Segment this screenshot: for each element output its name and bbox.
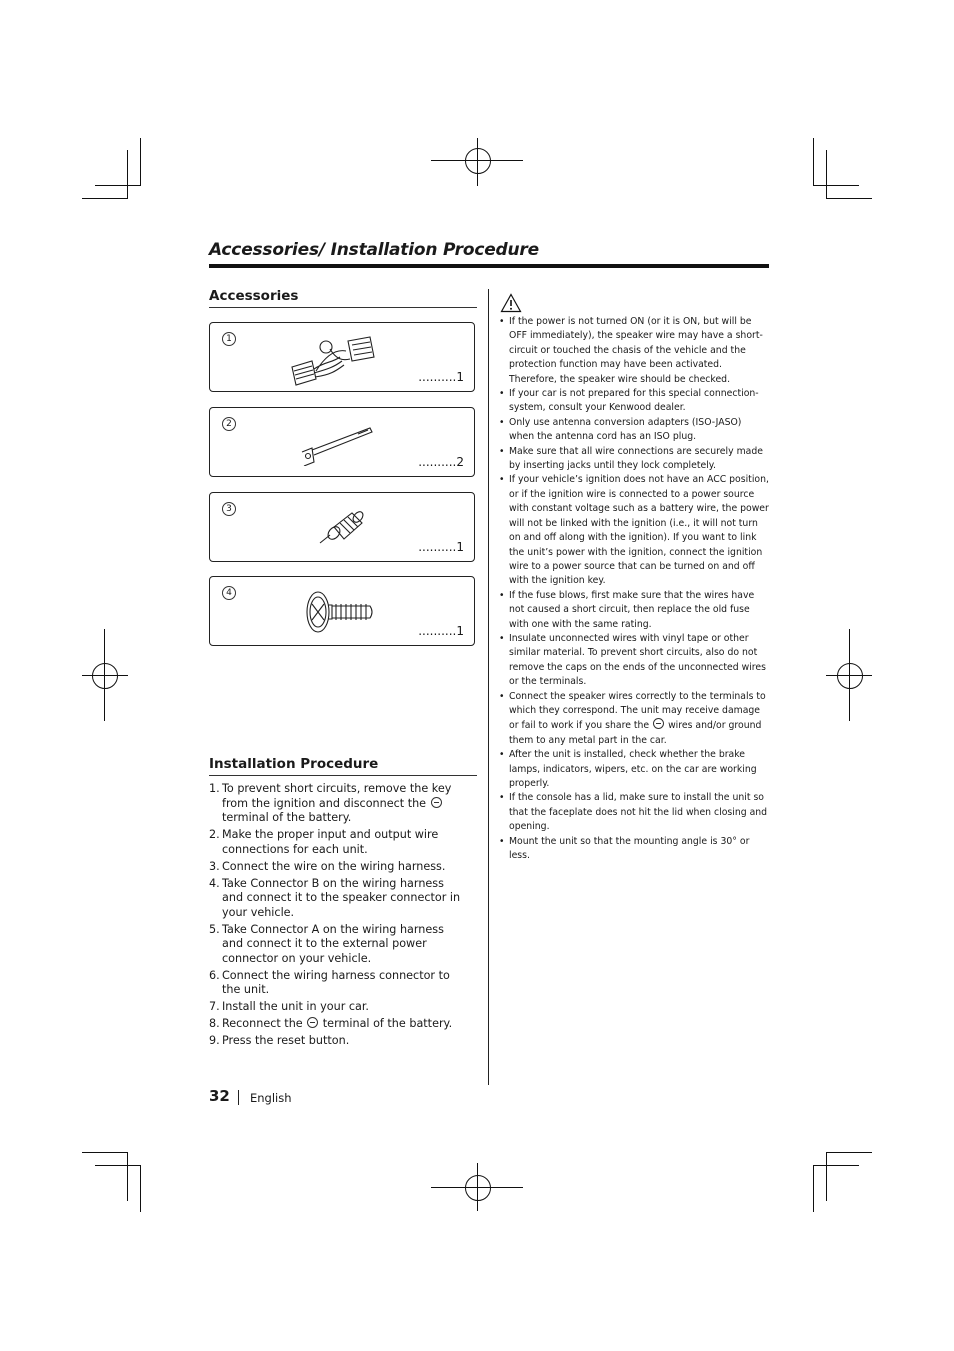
- warning-triangle-icon: [500, 293, 522, 313]
- removal-key-icon: [298, 422, 378, 466]
- crop-mark: [826, 1152, 827, 1201]
- list-item: [209, 969, 465, 998]
- list-item: • Make sure that all wire connections are securely made by inserting jacks until they lock completely.: [499, 445, 769, 474]
- crop-mark: [140, 138, 141, 186]
- wiring-harness-icon: [286, 327, 386, 389]
- crop-mark: [104, 629, 105, 721]
- caution-text: wires and/or ground them to any metal part in the car.: [509, 720, 762, 746]
- screw-icon: [304, 587, 380, 637]
- section-rule: [209, 307, 477, 308]
- crop-mark: [95, 185, 141, 186]
- crop-mark: [127, 1152, 128, 1201]
- accessory-item: [209, 407, 475, 477]
- accessory-item: [209, 492, 475, 562]
- list-item: [209, 782, 465, 826]
- crop-mark: [849, 629, 850, 721]
- step-text: Connect the wiring harness connector to the unit.: [222, 968, 450, 996]
- list-item: • Insulate unconnected wires with vinyl tape or other similar material. To prevent short circuits, also do not remove the caps on the ends of the unconnected wires or the terminals.: [499, 632, 769, 690]
- list-item: [209, 923, 465, 967]
- accessory-item: [209, 576, 475, 646]
- section-rule: [209, 775, 477, 776]
- step-number: 2.: [209, 828, 220, 841]
- item-number: 2: [222, 417, 236, 431]
- crop-mark: [127, 150, 128, 199]
- item-quantity: ..........1: [418, 370, 464, 384]
- step-text: terminal of the battery.: [222, 811, 352, 824]
- step-number: 1.: [209, 782, 220, 795]
- column-divider: [488, 289, 489, 1085]
- crop-mark: [82, 198, 128, 199]
- footer-separator: [238, 1090, 239, 1105]
- step-text: Make the proper input and output wire connections for each unit.: [222, 828, 439, 856]
- list-item: • If your vehicle’s ignition does not have an ACC position, or if the ignition wire is connected to a power source with constant voltage such as a battery wire, the power will not be linked with the ignition (i.e., it will not turn on and off along with the ignition). If you want to link the unit’s power with the ignition, connect the ignition wire to a power source that can be turned on and off with the ignition key.: [499, 473, 769, 588]
- crop-mark: [826, 150, 827, 199]
- installation-steps: [209, 782, 465, 1051]
- crop-mark: [140, 1165, 141, 1212]
- step-text: Install the unit in your car.: [222, 1000, 369, 1013]
- crop-mark: [477, 1163, 478, 1211]
- list-item: • If the fuse blows, first make sure that the wires have not caused a short circuit, then replace the old fuse with one with the same rating.: [499, 589, 769, 632]
- list-item: • If the console has a lid, make sure to install the unit so that the faceplate does not hit the lid when closing and opening.: [499, 791, 769, 834]
- item-number: 3: [222, 502, 236, 516]
- step-number: 5.: [209, 922, 220, 936]
- list-item: [499, 690, 769, 749]
- crop-mark: [826, 1152, 872, 1153]
- registration-mark: [92, 663, 118, 689]
- antenna-adapter-icon: [314, 505, 374, 553]
- installation-heading: Installation Procedure: [209, 756, 379, 772]
- registration-mark: [837, 663, 863, 689]
- minus-terminal-icon: [653, 718, 664, 729]
- crop-mark: [813, 1165, 859, 1166]
- caution-list: [499, 315, 769, 863]
- page-number: 32: [209, 1087, 230, 1105]
- page-language: English: [250, 1091, 292, 1105]
- page-title: Accessories/ Installation Procedure: [209, 240, 539, 260]
- accessory-item: [209, 322, 475, 392]
- step-text: terminal of the battery.: [322, 1017, 453, 1030]
- step-number: 6.: [209, 968, 220, 982]
- list-item: • Mount the unit so that the mounting angle is 30° or less.: [499, 835, 769, 864]
- list-item: [209, 860, 465, 875]
- item-quantity: ..........1: [418, 540, 464, 554]
- step-text: Take Connector B on the wiring harness and connect it to the speaker connector in your vehicle.: [222, 876, 461, 919]
- registration-mark: [465, 1175, 491, 1201]
- crop-mark: [82, 1152, 128, 1153]
- step-text: Reconnect the: [222, 1017, 303, 1030]
- list-item: [209, 1000, 465, 1015]
- item-number: 1: [222, 332, 236, 346]
- caution-text: Connect the speaker wires correctly to the terminals to which they correspond. The unit may receive damage or fail to work if you share the: [509, 690, 766, 732]
- title-rule: [209, 264, 769, 268]
- step-text: To prevent short circuits, remove the key from the ignition and disconnect the: [222, 782, 452, 810]
- step-number: 9.: [209, 1034, 220, 1047]
- list-item: • After the unit is installed, check whether the brake lamps, indicators, wipers, etc. on the car are working properly.: [499, 748, 769, 791]
- step-number: 8.: [209, 1017, 220, 1030]
- list-item: • If the power is not turned ON (or it is ON, but will be OFF immediately), the speaker wire may have a short-circuit or touched the chasis of the vehicle and the protection function may have been activated. Therefore, the speaker wire should be checked.: [499, 315, 769, 387]
- list-item: [209, 877, 465, 921]
- item-quantity: ..........2: [418, 455, 464, 469]
- step-text: Connect the wire on the wiring harness.: [222, 859, 446, 873]
- crop-mark: [813, 138, 814, 186]
- list-item: [209, 828, 465, 857]
- crop-mark: [826, 198, 872, 199]
- step-number: 3.: [209, 859, 220, 873]
- step-text: Press the reset button.: [222, 1034, 350, 1047]
- list-item: • If your car is not prepared for this special connection-system, consult your Kenwood dealer.: [499, 387, 769, 416]
- list-item: • Only use antenna conversion adapters (ISO-JASO) when the antenna cord has an ISO plug.: [499, 416, 769, 445]
- crop-mark: [82, 675, 128, 676]
- crop-mark: [813, 1165, 814, 1212]
- crop-mark: [813, 185, 859, 186]
- minus-terminal-icon: [307, 1017, 318, 1028]
- item-quantity: ..........1: [418, 624, 464, 638]
- minus-terminal-icon: [431, 797, 442, 808]
- step-number: 4.: [209, 876, 220, 890]
- list-item: [209, 1017, 465, 1032]
- item-number: 4: [222, 586, 236, 600]
- list-item: [209, 1034, 465, 1049]
- step-text: Take Connector A on the wiring harness and connect it to the external power connector on your vehicle.: [222, 922, 444, 965]
- accessories-heading: Accessories: [209, 288, 299, 304]
- registration-mark: [465, 148, 491, 174]
- step-number: 7.: [209, 1000, 220, 1013]
- crop-mark: [95, 1165, 141, 1166]
- crop-mark: [477, 138, 478, 186]
